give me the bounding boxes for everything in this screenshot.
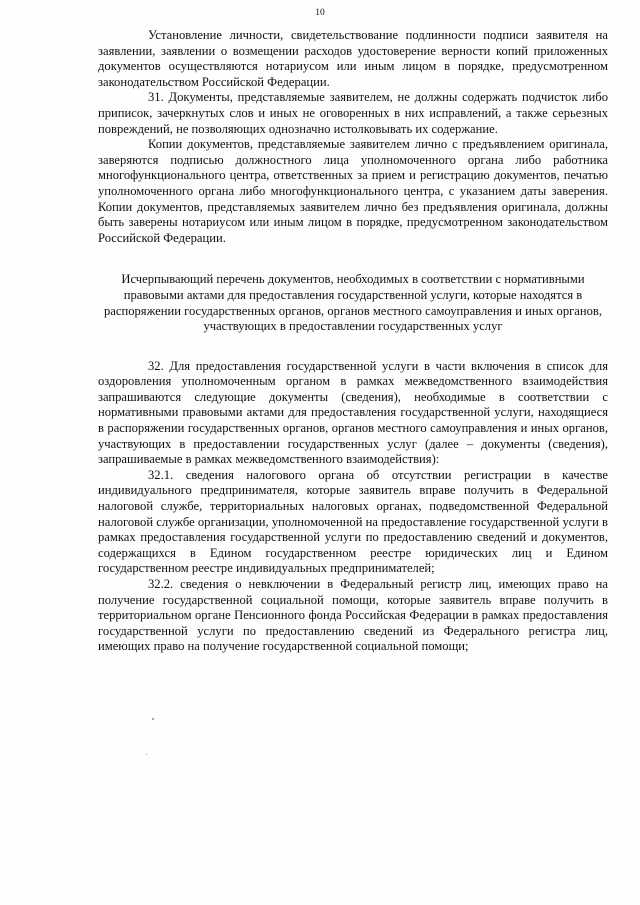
page-number: 10: [315, 8, 325, 18]
paragraph-32-interagency-requests: 32. Для предоставления государственной услуги в части включения в список для оздоровления уполномоченным органом в рамках межведомственного взаимодействия запрашиваются следующие документы (сведения), необходимые в соответствии с нормативными правовыми актами для предоставления государственной услуги, находящиеся в распоряжении государственных органов, органов местного самоуправления и иных органов, участвующих в предоставлении государственных услуг (далее – документы (сведения), запрашиваемые в рамках межведомственного взаимодействия):: [98, 358, 608, 467]
scan-speck: [146, 754, 147, 755]
paragraph-32-2-pension-register: 32.2. сведения о невключении в Федеральный регистр лиц, имеющих право на получение государственной социальной помощи, которые заявитель вправе получить в территориальном органе Пенсионного фонда Российская Федерации в рамках предоставления государственной услуги по предоставлению сведений из Федерального регистра лиц, имеющих право на получение государственной социальной помощи;: [98, 577, 608, 654]
document-body: [98, 28, 608, 655]
paragraph-copies-certification: Копии документов, представляемые заявителем лично с предъявлением оригинала, заверяются подписью должностного лица уполномоченного органа либо работника многофункционального центра, ответственных за прием и регистрацию документов, печатью уполномоченного органа либо многофункционального центра, с указанием даты заверения. Копии документов, представляемых заявителем лично без предъявления оригинала, должны быть заверены нотариусом или иным лицом в порядке, предусмотренном законодательством Российской Федерации.: [98, 137, 608, 245]
scan-speck: [152, 718, 154, 720]
paragraph-32-1-tax-info: 32.1. сведения налогового органа об отсутствии регистрации в качестве индивидуального предпринимателя, которые заявитель вправе получить в Федеральной налоговой службе, территориальных налоговых органах, подведомственной Федеральной налоговой службе организации, уполномоченной на предоставление государственной услуги в рамках предоставления государственной услуги по предоставлению сведений и документов, содержащихся в Едином государственном реестре юридических лиц и Едином государственном реестре индивидуальных предпринимателей;: [98, 467, 608, 576]
paragraph-31-document-requirements: 31. Документы, представляемые заявителем, не должны содержать подчисток либо приписок, зачеркнутых слов и иных не оговоренных в них исправлений, а также серьезных повреждений, не позволяющих однозначно истолковывать их содержание.: [98, 90, 608, 136]
section-heading: Исчерпывающий перечень документов, необходимых в соответствии с нормативными правовыми актами для предоставления государственной услуги, которые находятся в распоряжении государственных органов, органов местного самоуправления и иных органов, участвующих в предоставлении государственных услуг: [104, 272, 602, 334]
paragraph-identity-certification: Установление личности, свидетельствование подлинности подписи заявителя на заявлении, заявлении о возмещении расходов удостоверение верности копий приложенных документов осуществляются нотариусом или иным лицом в порядке, предусмотренном законодательством Российской Федерации.: [98, 28, 608, 89]
